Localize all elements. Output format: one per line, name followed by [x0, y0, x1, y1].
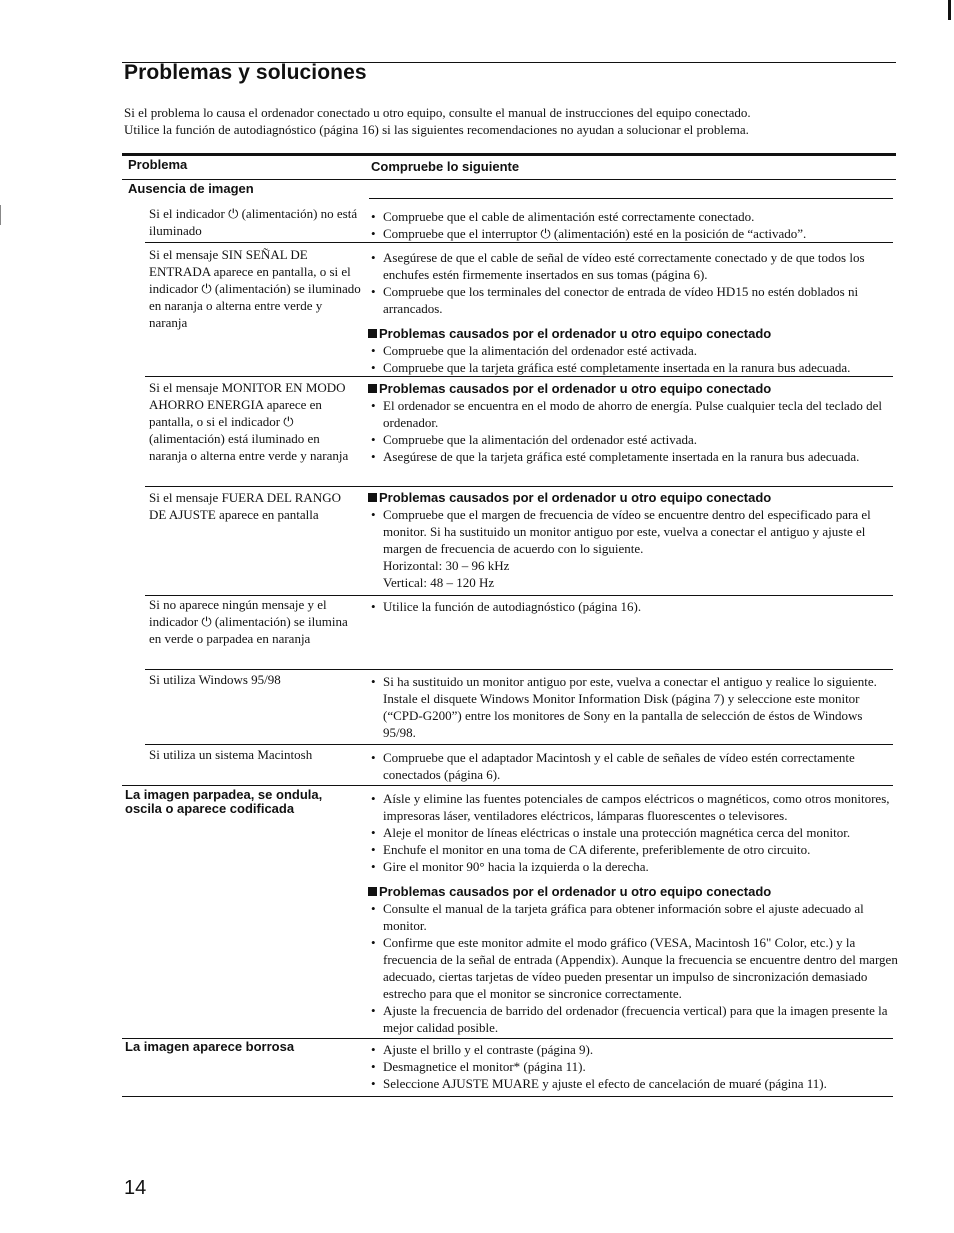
check-cell: [368, 208, 898, 242]
problem-cell: Si el mensaje SIN SEÑAL DE ENTRADA aparece en pantalla, o si el indicador ⏻ (alimentación) se iluminado en naranja o alterna entre verde y naranja: [149, 247, 361, 330]
problem-cell: Si utiliza un sistema Macintosh: [149, 747, 313, 762]
problem-cell: Si el mensaje MONITOR EN MODO AHORRO ENERGIA aparece en pantalla, o si el indicador ⏻ (alimentación) está iluminado en naranja o alterna entre verde y naranja: [149, 380, 349, 463]
scan-edge-right: [948, 0, 951, 20]
category-flicker: La imagen parpadea, se ondula, oscila o aparece codificada: [125, 787, 323, 816]
square-bullet-icon: [368, 329, 377, 338]
scan-edge-left: [0, 205, 1, 225]
header-bottom-rule: [122, 179, 896, 180]
row-rule: [145, 486, 893, 487]
section-subhead: Problemas causados por el ordenador u otro equipo conectado: [368, 381, 898, 397]
square-bullet-icon: [368, 493, 377, 502]
check-bullet: • Compruebe que la alimentación del ordenador esté activada.: [368, 342, 898, 359]
check-bullet: • Compruebe que el cable de alimentación esté correctamente conectado.: [368, 208, 898, 225]
check-bullet: • Asegúrese de que el cable de señal de vídeo esté correctamente conectado y de que todos los enchufes estén firmemente insertados en sus tomas (página 6).: [368, 249, 898, 283]
check-bullet: • Asegúrese de que la tarjeta gráfica esté completamente insertada en la ranura bus adecuada.: [368, 448, 898, 465]
column-header-check: Compruebe lo siguiente: [371, 159, 520, 174]
section-subhead: Problemas causados por el ordenador u otro equipo conectado: [368, 490, 898, 506]
check-bullet: • Compruebe que la tarjeta gráfica esté completamente insertada en la ranura bus adecuada.: [368, 359, 898, 376]
row-rule: [369, 198, 893, 199]
problem-cell: Si el mensaje FUERA DEL RANGO DE AJUSTE aparece en pantalla: [149, 490, 341, 522]
check-bullet: • Confirme que este monitor admite el modo gráfico (VESA, Macintosh 16" Color, etc.) y la frecuencia de la señal de entrada (Appendix). Aunque la frecuencia se encuentre dentro del margen adecuado, ciertas tarjetas de vídeo pueden presentar un impulso de sincronización demasiado estrecho para que el monitor se sincronice correctamente.: [368, 934, 898, 1002]
square-bullet-icon: [368, 887, 377, 896]
row-rule: [145, 376, 893, 377]
check-bullet: • Si ha sustituido un monitor antiguo por este, vuelva a conectar el antiguo y realice lo siguiente. Instale el disquete Windows Monitor Information Disk (página 7) y seleccione este monitor (“CPD-G200”) entre los monitores de Sony en la pantalla de selección de éstos de Windows 95/98.: [368, 673, 898, 741]
check-bullet: • Compruebe que la alimentación del ordenador esté activada.: [368, 431, 898, 448]
check-bullet: • Consulte el manual de la tarjeta gráfica para obtener información sobre el ajuste adecuado al monitor.: [368, 900, 898, 934]
section-rule: [122, 785, 893, 786]
check-bullet: • Aísle y elimine las fuentes potenciales de campos eléctricos o magnéticos, como otros monitores, impresoras láser, ventiladores eléctricos, lámparas fluorescentes o televisores.: [368, 790, 898, 824]
check-value: Vertical: 48 – 120 Hz: [383, 575, 495, 590]
problem-cell: Si no aparece ningún mensaje y el indicador ⏻ (alimentación) se ilumina en verde o parpadea en naranja: [149, 597, 348, 646]
problem-cell: Si utiliza Windows 95/98: [149, 672, 281, 687]
table-bottom-rule: [122, 1096, 893, 1097]
check-cell: [368, 249, 898, 376]
category-blurry: La imagen aparece borrosa: [125, 1039, 295, 1054]
category-no-image: Ausencia de imagen: [128, 181, 254, 196]
check-cell: [368, 598, 898, 615]
check-cell: [368, 1041, 898, 1092]
check-bullet: • Ajuste la frecuencia de barrido del ordenador (frecuencia vertical) para que la imagen presente la mejor calidad posible.: [368, 1002, 898, 1036]
check-value: Horizontal: 30 – 96 kHz: [383, 558, 510, 573]
check-cell: [368, 490, 898, 591]
page-title: Problemas y soluciones: [124, 61, 367, 84]
check-bullet: • Utilice la función de autodiagnóstico (página 16).: [368, 598, 898, 615]
section-subhead: Problemas causados por el ordenador u otro equipo conectado: [368, 884, 898, 900]
check-bullet: • Seleccione AJUSTE MUARE y ajuste el efecto de cancelación de muaré (página 11).: [368, 1075, 898, 1092]
section-subhead: Problemas causados por el ordenador u otro equipo conectado: [368, 326, 898, 342]
check-cell: [368, 749, 898, 783]
check-bullet: • Compruebe que el margen de frecuencia de vídeo se encuentre dentro del especificado para el monitor. Si ha sustituido un monitor antiguo por este, vuelva a conectar el antiguo y ajuste el margen de frecuencia de acuerdo con lo siguiente.: [368, 506, 898, 557]
intro-line-2: Utilice la función de autodiagnóstico (página 16) si las siguientes recomendaciones no ayudan a solucionar el problema.: [124, 122, 749, 137]
check-bullet: • Compruebe que el interruptor ⏻ (alimentación) esté en la posición de “activado”.: [368, 225, 898, 242]
check-cell: [368, 673, 898, 741]
problem-cell: Si el indicador ⏻ (alimentación) no está iluminado: [149, 206, 358, 238]
row-rule: [145, 744, 893, 745]
check-bullet: • Compruebe que los terminales del conector de entrada de vídeo HD15 no estén doblados ni arrancados.: [368, 283, 898, 317]
row-rule: [145, 242, 893, 243]
check-bullet: • El ordenador se encuentra en el modo de ahorro de energía. Pulse cualquier tecla del teclado del ordenador.: [368, 397, 898, 431]
column-header-problem: Problema: [128, 157, 188, 172]
check-cell: [368, 790, 898, 1036]
intro-line-1: Si el problema lo causa el ordenador conectado u otro equipo, consulte el manual de instrucciones del equipo conectado.: [124, 105, 751, 120]
table-header-rule: [122, 153, 896, 156]
square-bullet-icon: [368, 384, 377, 393]
check-bullet: • Enchufe el monitor en una toma de CA diferente, preferiblemente de otro circuito.: [368, 841, 898, 858]
page-number: 14: [124, 1177, 147, 1199]
check-cell: [368, 381, 898, 465]
check-bullet: • Compruebe que el adaptador Macintosh y el cable de señales de vídeo estén correctamente conectados (página 6).: [368, 749, 898, 783]
check-bullet: • Desmagnetice el monitor* (página 11).: [368, 1058, 898, 1075]
row-rule: [145, 669, 893, 670]
check-bullet: • Aleje el monitor de líneas eléctricas o instale una protección magnética cerca del monitor.: [368, 824, 898, 841]
check-bullet: • Ajuste el brillo y el contraste (página 9).: [368, 1041, 898, 1058]
check-bullet: • Gire el monitor 90° hacia la izquierda o la derecha.: [368, 858, 898, 875]
